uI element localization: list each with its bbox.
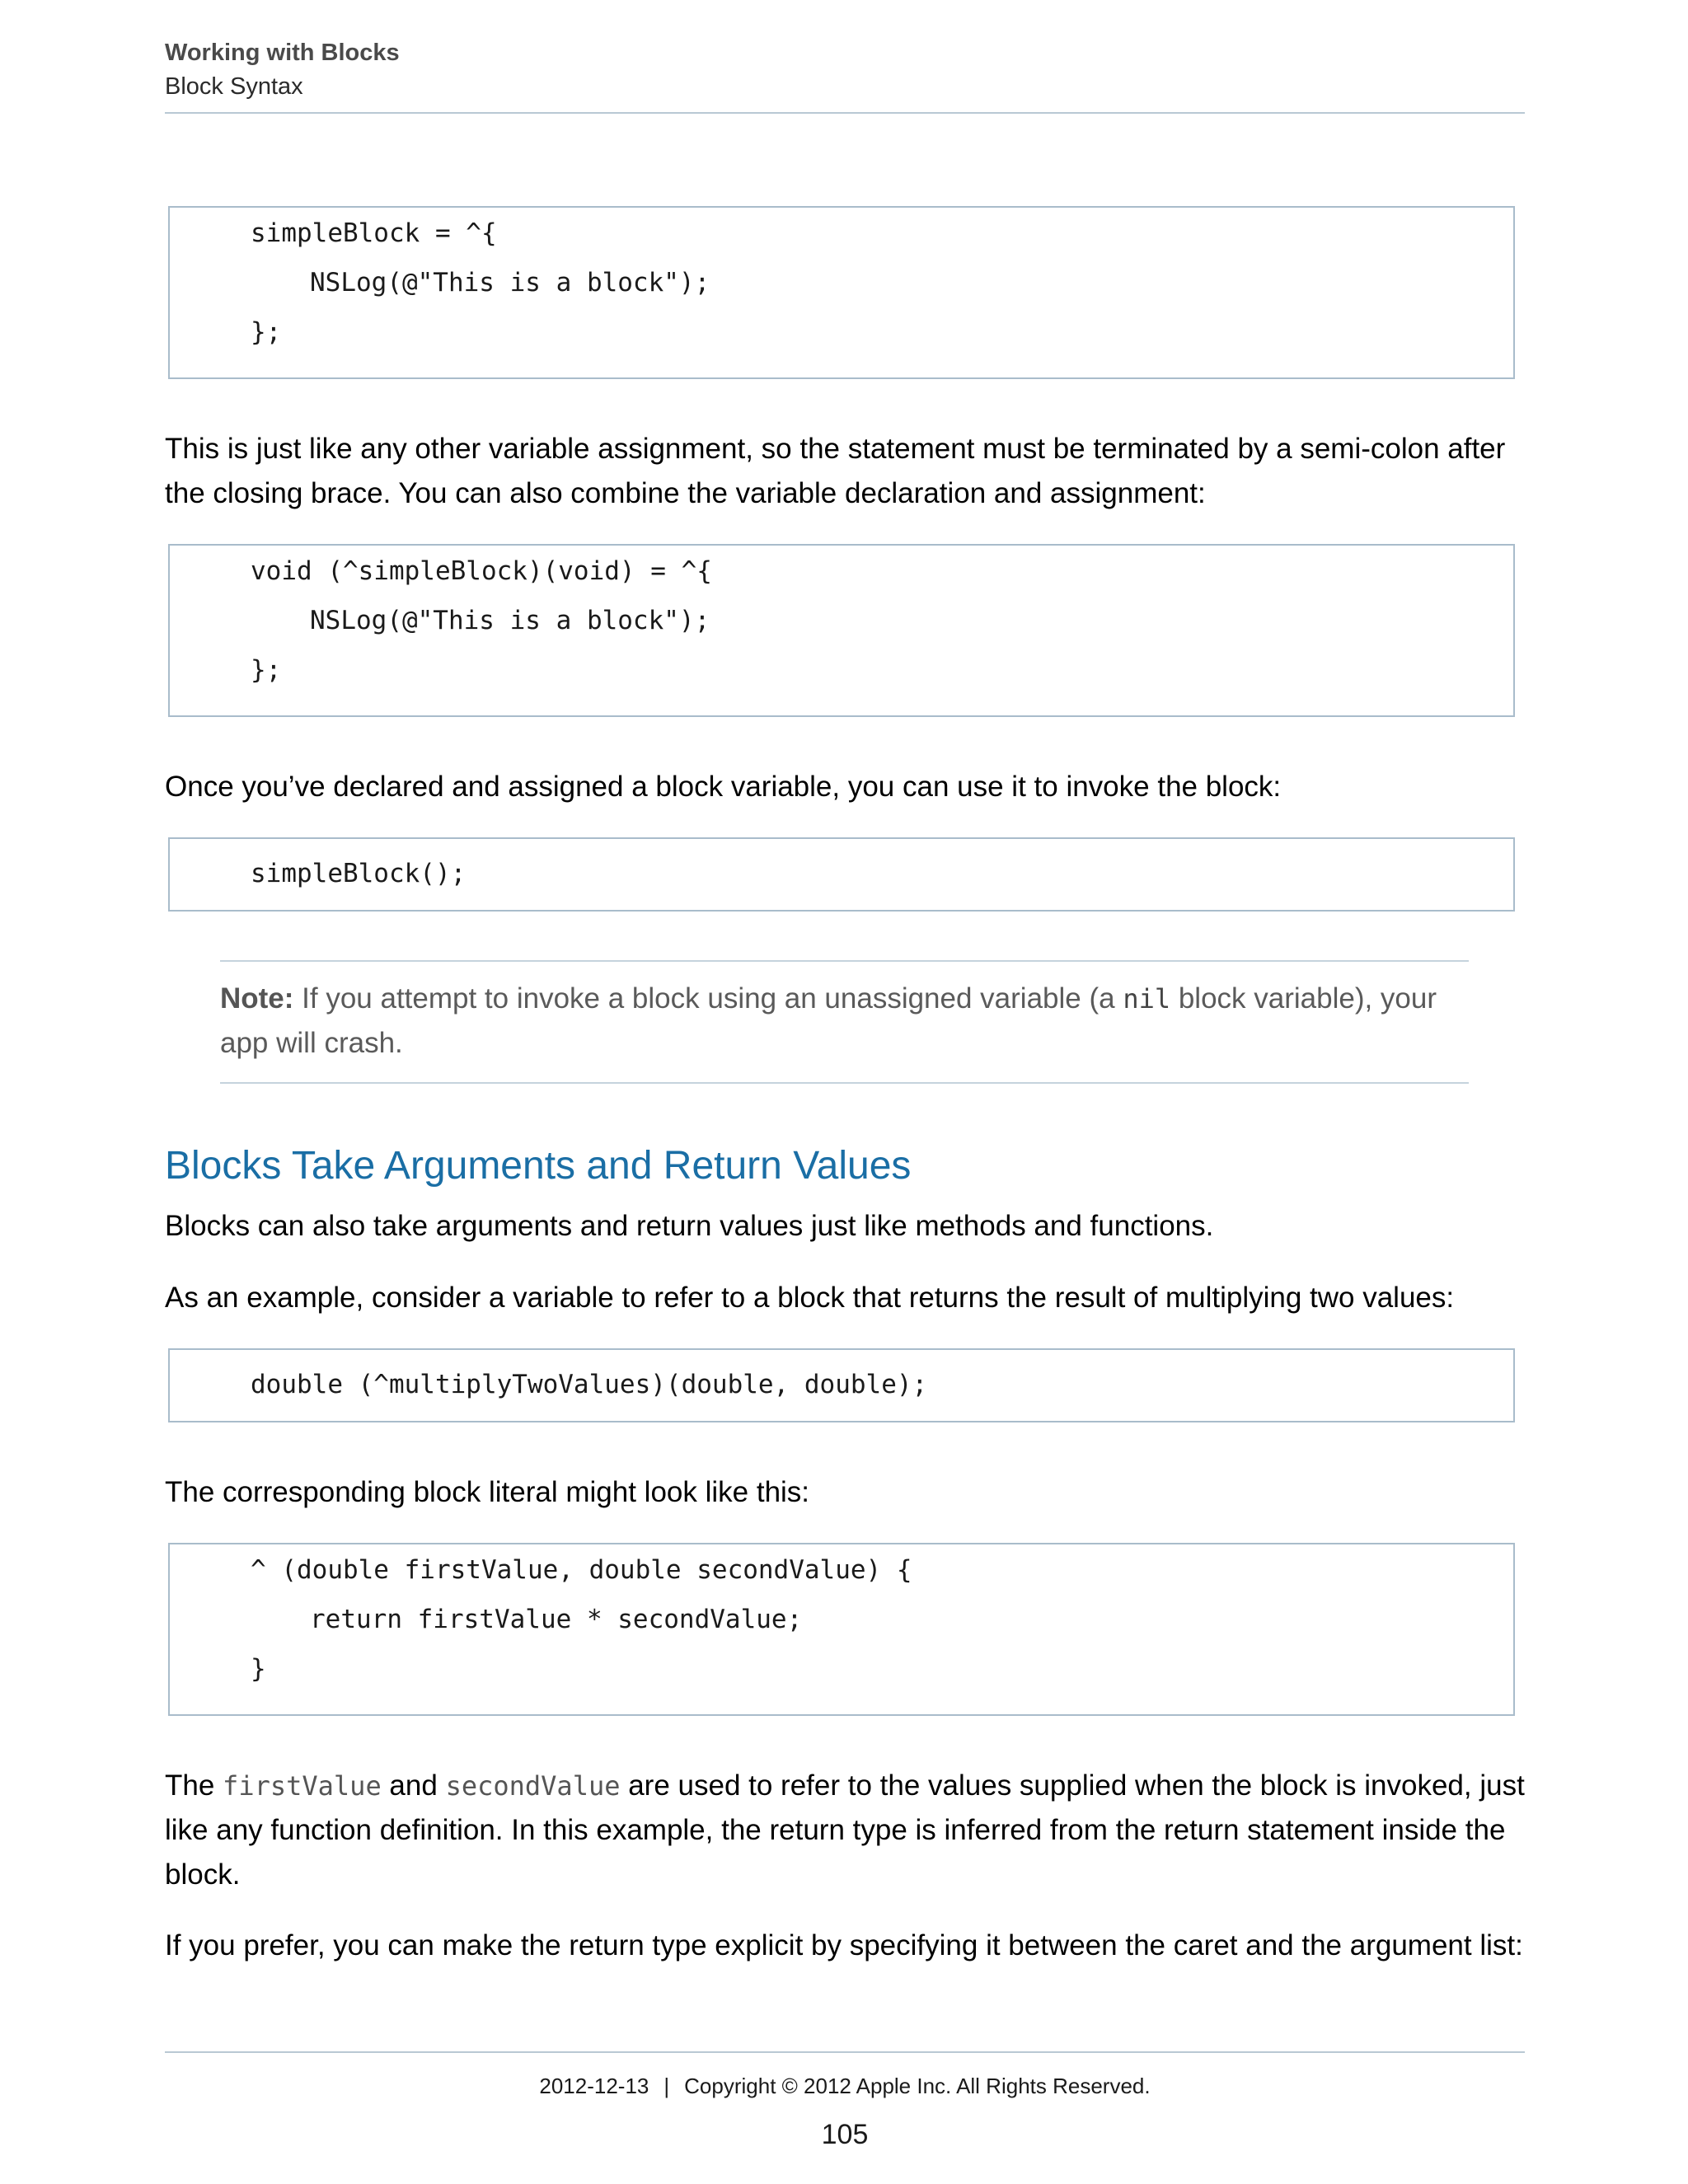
section-title: Block Syntax bbox=[165, 73, 303, 100]
paragraph: As an example, consider a variable to refer to a block that returns the result of multiplying two values: bbox=[165, 1282, 1455, 1314]
paragraph-text: are used to refer to the values supplied when the block is invoked, just like any function definition. In this example, the return type is inferred from the return statement inside the block. bbox=[165, 1769, 1525, 1891]
code-line: NSLog(@"This is a block"); bbox=[310, 606, 710, 635]
paragraph bbox=[165, 1764, 1533, 1897]
paragraph: This is just like any other variable assignment, so the statement must be terminated by a semi-colon after the closing brace. You can also combine the variable declaration and assignment: bbox=[165, 433, 1506, 509]
footer-line bbox=[165, 2071, 1525, 2101]
code-line: }; bbox=[251, 317, 282, 347]
page-header bbox=[165, 36, 1525, 114]
code-block-declaration bbox=[168, 1348, 1515, 1422]
code-line: void (^simpleBlock)(void) = ^{ bbox=[251, 556, 712, 586]
footer-date: 2012-12-13 bbox=[539, 2074, 649, 2098]
code-block-invoke bbox=[168, 837, 1515, 912]
note-text: block variable), your app will crash. bbox=[220, 982, 1437, 1059]
section-heading: Blocks Take Arguments and Return Values bbox=[165, 1144, 912, 1188]
code-line: }; bbox=[251, 655, 282, 685]
code-line: simpleBlock = ^{ bbox=[251, 218, 497, 248]
paragraph: If you prefer, you can make the return type explicit by specifying it between the caret and the argument list: bbox=[165, 1929, 1523, 1961]
note-text: If you attempt to invoke a block using an unassigned variable (a bbox=[293, 982, 1123, 1015]
footer-separator: | bbox=[663, 2074, 670, 2098]
paragraph-text: and bbox=[381, 1769, 446, 1802]
code-block-literal bbox=[168, 1543, 1515, 1716]
page-number: 105 bbox=[821, 2119, 869, 2150]
code-block-simple-assign bbox=[168, 206, 1515, 379]
code-line: double (^multiplyTwoValues)(double, double); bbox=[251, 1370, 928, 1399]
paragraph: Blocks can also take arguments and return values just like methods and functions. bbox=[165, 1210, 1214, 1242]
note-label: Note: bbox=[220, 982, 294, 1015]
inline-code: secondValue bbox=[445, 1770, 621, 1802]
code-line: NSLog(@"This is a block"); bbox=[310, 268, 710, 298]
code-line: } bbox=[251, 1654, 266, 1684]
paragraph-text: The bbox=[165, 1769, 223, 1802]
code-line: ^ (double firstValue, double secondValue) { bbox=[251, 1555, 912, 1585]
note-callout bbox=[220, 960, 1469, 1084]
code-line: simpleBlock(); bbox=[251, 859, 467, 888]
inline-code: firstValue bbox=[223, 1770, 382, 1802]
page-footer bbox=[165, 2051, 1525, 2151]
footer-copyright: Copyright © 2012 Apple Inc. All Rights Reserved. bbox=[684, 2074, 1151, 2098]
note-code: nil bbox=[1123, 983, 1171, 1015]
code-block-declare-assign bbox=[168, 544, 1515, 717]
paragraph: The corresponding block literal might look like this: bbox=[165, 1476, 810, 1508]
code-line: return firstValue * secondValue; bbox=[310, 1605, 803, 1634]
chapter-title: Working with Blocks bbox=[165, 40, 400, 66]
paragraph: Once you’ve declared and assigned a block variable, you can use it to invoke the block: bbox=[165, 771, 1282, 803]
